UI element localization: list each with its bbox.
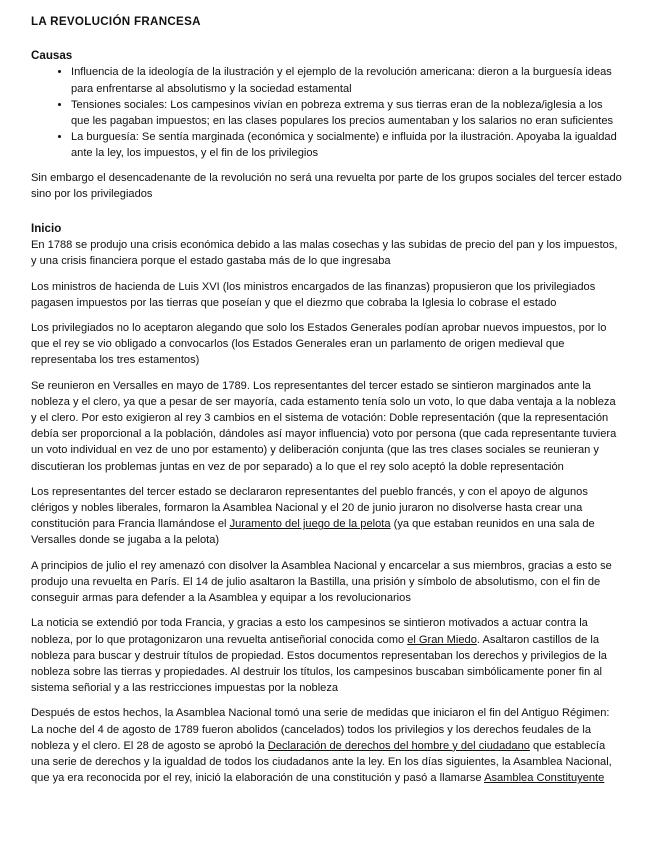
asamblea-constituyente-underline: Asamblea Constituyente bbox=[484, 772, 605, 785]
inicio-paragraph-3: Los privilegiados no lo aceptaron alegando que solo los Estados Generales podían aprobar nuevos impuestos, por lo que el rey se vio obligado a convocarlos (los Estados Generales eran un parlamento de origen medieval que representaba los tres estamentos) bbox=[31, 322, 607, 367]
document-title: LA REVOLUCIÓN FRANCESA bbox=[31, 15, 201, 28]
p7-text-a: La noticia se extendió por toda Francia, y gracias a esto los campesinos se sintieron motivados a actuar contra la nobleza, por lo que protagonizaron una revuelta antiseñorial conocida como bbox=[31, 617, 588, 646]
section-heading-causas: Causas bbox=[31, 49, 73, 63]
inicio-paragraph-7 bbox=[31, 615, 623, 696]
causas-item-ilustracion: • Influencia de la ideología de la ilustración y el ejemplo de la revolución americana: dieron a la burguesía ideas para enfrentarse al absolutismo y la sociedad estamental bbox=[71, 64, 623, 96]
inicio-paragraph-4: Se reunieron en Versalles en mayo de 1789. Los representantes del tercer estado se sintieron marginados ante la nobleza y el clero, ya que a pesar de ser mayoría, cada estamento tenía solo un voto, lo que daba ventaja a la nobleza y el clero. Por esto exigieron al rey 3 cambios en el sistema de votación: Doble representación (que la representación debía ser proporcional a la población, dándoles así mayor influencia) voto por persona (que cada representante tuviera un voto individual en vez de uno por estamento) y deliberación conjunta (que las tres clases sociales se reunieran y discutieran los problemas juntas en vez de por separado) a lo que el rey solo aceptó la doble representación bbox=[31, 379, 617, 473]
causas-closing-paragraph: Sin embargo el desencadenante de la revolución no será una revuelta por parte de los grupos sociales del tercer estado sino por los privilegiados bbox=[31, 171, 622, 200]
inicio-paragraph-2: Los ministros de hacienda de Luis XVI (los ministros encargados de las finanzas) propusieron que los privilegiados pagasen impuestos por las tierras que poseían y que el diezmo que cobraba la Iglesia lo cobrase el estado bbox=[31, 280, 596, 309]
declaracion-derechos-underline: Declaración de derechos del hombre y del ciudadano bbox=[267, 739, 530, 752]
p8-text-b: que establecía una serie de derechos y la igualdad de todos los ciudadanos ante la ley. En los días siguientes, la Asamblea Nacional, que ya era reconocida por el rey, inició la elaboración de una constitución y pasó a llamarse bbox=[31, 739, 612, 785]
inicio-paragraph-5 bbox=[31, 484, 623, 549]
causas-list bbox=[31, 64, 623, 161]
juramento-pelota-underline: Juramento del juego de la pelota bbox=[229, 518, 391, 531]
p5-text-b: (ya que estaban reunidos en una sala de Versalles donde se jugaba a la pelota) bbox=[31, 518, 595, 547]
document-page bbox=[31, 14, 623, 795]
causas-item-tensiones: • Tensiones sociales: Los campesinos vivían en pobreza extrema y sus tierras eran de la nobleza/iglesia a los que les pagaban impuestos; en las clases populares los precios aumentaban y los salarios no eran suficientes bbox=[71, 97, 623, 129]
section-heading-inicio: Inicio bbox=[31, 222, 62, 236]
inicio-paragraph-6: A principios de julio el rey amenazó con disolver la Asamblea Nacional y encarcelar a sus miembros, gracias a esto se produjo una revuelta en París. El 14 de julio asaltaron la Bastilla, una prisión y símbolo de absolutismo, con el fin de conseguir armas para defender a la Asamblea y equipar a los revolucionarios bbox=[31, 559, 612, 605]
gran-miedo-underline: el Gran Miedo bbox=[407, 633, 477, 646]
p5-text-a: Los representantes del tercer estado se declararon representantes del pueblo francés, y con el apoyo de algunos clérigos y nobles liberales, formaron la Asamblea Nacional y el 20 de junio juraron no disolverse hasta crear una constitución para Francia llamándose el bbox=[31, 485, 588, 531]
inicio-paragraph-1: En 1788 se produjo una crisis económica debido a las malas cosechas y las subidas de precio del pan y los impuestos, y una crisis financiera porque el estado gastaba más de lo que ingresaba bbox=[31, 239, 618, 268]
p7-text-b: . Asaltaron castillos de la nobleza para buscar y destruir títulos de propiedad. Estos documentos representaban los derechos y privilegios de la nobleza sobre las tierras y propiedades. Al destruir los títulos, los campesinos buscaban simbólicamente poner fin al sistema señorial y a las restricciones impuestas por la nobleza bbox=[31, 633, 607, 695]
p8-text-a: Después de estos hechos, la Asamblea Nacional tomó una serie de medidas que iniciaron el fin del Antiguo Régimen: La noche del 4 de agosto de 1789 fueron abolidos (cancelados) todos los privilegios y los derechos feudales de la nobleza y el clero. El 28 de agosto se aprobó la bbox=[31, 707, 610, 752]
inicio-paragraph-8 bbox=[31, 705, 623, 786]
causas-item-burguesia: • La burguesía: Se sentía marginada (económica y socialmente) e influida por la ilustración. Apoyaba la igualdad ante la ley, los impuestos, y el fin de los privilegios bbox=[71, 129, 623, 161]
